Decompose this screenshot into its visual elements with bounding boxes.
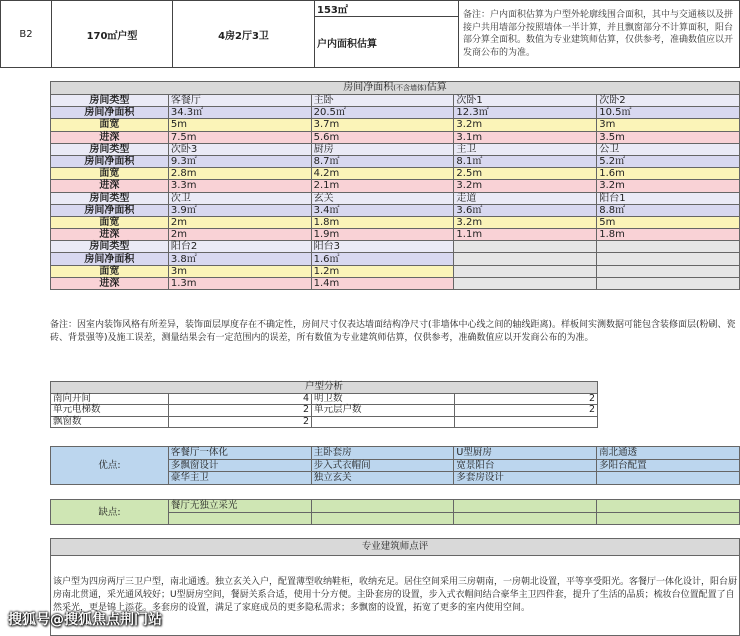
room-cell-depth: 2m bbox=[168, 229, 311, 241]
layout-analysis-value2: 2 bbox=[455, 405, 598, 417]
inner-area-value: 153㎡ bbox=[315, 1, 459, 17]
room-cell-depth: 1.8m bbox=[597, 229, 740, 241]
pros-item: U型厨房 bbox=[454, 447, 597, 460]
layout-analysis-value2: 2 bbox=[455, 393, 598, 405]
room-cell-width: 5m bbox=[597, 216, 740, 228]
room-cell-area: 8.1㎡ bbox=[454, 155, 597, 167]
room-cell-type: 客餐厅 bbox=[168, 95, 311, 107]
room-table-title: 房间净面积(不含墙体)估算 bbox=[51, 82, 740, 95]
layout-analysis-table bbox=[50, 381, 598, 428]
room-cell-width: 1.2m bbox=[311, 265, 454, 277]
room-row-type bbox=[51, 192, 740, 204]
row-label-area: 房间净面积 bbox=[51, 204, 169, 216]
cons-item bbox=[597, 500, 740, 513]
room-cell-depth: 2.1m bbox=[311, 180, 454, 192]
header-table bbox=[0, 0, 740, 68]
room-cell-depth: 7.5m bbox=[168, 131, 311, 143]
room-cell-type: 次卧1 bbox=[454, 95, 597, 107]
room-row-type bbox=[51, 143, 740, 155]
room-cell-width: 2.5m bbox=[454, 168, 597, 180]
room-cell-depth: 3.1m bbox=[454, 131, 597, 143]
room-cell-depth: 1.3m bbox=[168, 277, 311, 289]
layout-analysis-title: 户型分析 bbox=[51, 382, 598, 394]
cons-item bbox=[454, 500, 597, 513]
layout-analysis-label2: 明卫数 bbox=[312, 393, 455, 405]
unit-layout: 4房2厅3卫 bbox=[173, 1, 315, 68]
room-cell-type: 主卫 bbox=[454, 143, 597, 155]
room-cell-width: 3m bbox=[597, 119, 740, 131]
row-label-type: 房间类型 bbox=[51, 192, 169, 204]
cons-item bbox=[311, 500, 454, 513]
room-cell-type: 主卧 bbox=[311, 95, 454, 107]
room-cell-width: 1.6m bbox=[597, 168, 740, 180]
room-row-area bbox=[51, 155, 740, 167]
room-cell-depth: 3.3m bbox=[168, 180, 311, 192]
room-cell-depth: 1.9m bbox=[311, 229, 454, 241]
room-cell-area: 12.3㎡ bbox=[454, 107, 597, 119]
room-cell-depth bbox=[454, 277, 597, 289]
room-row-width bbox=[51, 168, 740, 180]
header-note: 备注：户内面积估算为户型外轮廓线围合面积，其中与交通核以及拼接户共用墙部分按照墙体一半计算，并且飘窗部分不计算面积，阳台部分算全面积。数值为专业建筑师估算，仅供参考，准确数值应以开发商公布的为准。 bbox=[459, 1, 740, 68]
room-cell-area: 1.6㎡ bbox=[311, 253, 454, 265]
room-cell-depth: 3.2m bbox=[597, 180, 740, 192]
row-label-width: 面宽 bbox=[51, 216, 169, 228]
room-cell-area: 8.8㎡ bbox=[597, 204, 740, 216]
room-cell-type: 玄关 bbox=[311, 192, 454, 204]
layout-analysis-label2: 单元层户数 bbox=[312, 405, 455, 417]
row-label-width: 面宽 bbox=[51, 168, 169, 180]
room-cell-depth: 5.6m bbox=[311, 131, 454, 143]
room-cell-width: 3m bbox=[168, 265, 311, 277]
row-label-depth: 进深 bbox=[51, 229, 169, 241]
row-label-depth: 进深 bbox=[51, 131, 169, 143]
room-row-width bbox=[51, 119, 740, 131]
unit-area: 170㎡户型 bbox=[52, 1, 173, 68]
watermark: 搜狐号@搜狐焦点荆门站 bbox=[8, 612, 162, 628]
review-text: 该户型为四房两厅三卫户型，南北通透。独立玄关入户，配置薄型收纳鞋柜，收纳充足。居住空间采用三房朝南，一房朝北设置，平等享受阳光。客餐厅一体化设计，阳台厨房南北贯通，采光通风较好；U型厨房空间，餐厨关系合适，使用十分方便。主卧套房的设置，步入式衣帽间结合豪华主卫四件套，提升了生活的品质；梳妆台位置配置了自然采光，更是锦上添花。多套房的设置，满足了家庭成员的更多隐私需求；多飘窗的设置，拓宽了更多的室内使用空间。 bbox=[53, 577, 738, 613]
layout-analysis-label2 bbox=[312, 416, 455, 428]
row-label-area: 房间净面积 bbox=[51, 253, 169, 265]
room-cell-area: 3.4㎡ bbox=[311, 204, 454, 216]
room-cell-area bbox=[454, 253, 597, 265]
room-cell-width: 4.2m bbox=[311, 168, 454, 180]
room-cell-type: 阳台2 bbox=[168, 241, 311, 253]
room-cell-type bbox=[597, 241, 740, 253]
row-label-area: 房间净面积 bbox=[51, 155, 169, 167]
pros-item: 多阳台配置 bbox=[597, 459, 740, 472]
room-cell-depth: 1.1m bbox=[454, 229, 597, 241]
room-cell-area bbox=[597, 253, 740, 265]
room-cell-area: 9.3㎡ bbox=[168, 155, 311, 167]
room-cell-depth: 3.5m bbox=[597, 131, 740, 143]
room-table-note: 备注：因室内装饰风格有所差异，装饰面层厚度存在不确定性，房间尺寸仅表达墙面结构净尺寸(非墙体中心线之间的轴线距离)。样板间实测数据可能包含装修面层(粉刷、瓷砖、背景强等)及施工误差，测量结果会有一定范围内的误差，所有数值为专业建筑师估算，仅供参考，准确数值应以开发商公布的为准。 bbox=[50, 320, 736, 343]
inner-area-label: 户内面积估算 bbox=[315, 17, 459, 68]
row-label-depth: 进深 bbox=[51, 180, 169, 192]
room-cell-area: 10.5㎡ bbox=[597, 107, 740, 119]
room-row-width bbox=[51, 216, 740, 228]
room-cell-area: 3.6㎡ bbox=[454, 204, 597, 216]
room-cell-type: 厨房 bbox=[311, 143, 454, 155]
cons-item bbox=[168, 512, 311, 525]
pros-item: 主卧套房 bbox=[311, 447, 454, 460]
row-label-width: 面宽 bbox=[51, 265, 169, 277]
room-row-depth bbox=[51, 131, 740, 143]
pros-item bbox=[597, 472, 740, 485]
room-cell-type: 阳台3 bbox=[311, 241, 454, 253]
room-cell-type: 走道 bbox=[454, 192, 597, 204]
row-label-width: 面宽 bbox=[51, 119, 169, 131]
cons-item bbox=[311, 512, 454, 525]
cons-item bbox=[597, 512, 740, 525]
cons-item bbox=[454, 512, 597, 525]
unit-code: B2 bbox=[1, 1, 52, 68]
room-cell-depth: 1.4m bbox=[311, 277, 454, 289]
room-cell-area: 34.3㎡ bbox=[168, 107, 311, 119]
room-row-depth bbox=[51, 180, 740, 192]
room-cell-area: 3.8㎡ bbox=[168, 253, 311, 265]
room-cell-width: 1.8m bbox=[311, 216, 454, 228]
review-title: 专业建筑师点评 bbox=[51, 539, 739, 556]
room-row-area bbox=[51, 107, 740, 119]
row-label-type: 房间类型 bbox=[51, 143, 169, 155]
layout-analysis-value1: 2 bbox=[169, 416, 312, 428]
pros-item: 宽景阳台 bbox=[454, 459, 597, 472]
room-cell-type: 次卧2 bbox=[597, 95, 740, 107]
room-cell-area: 5.2㎡ bbox=[597, 155, 740, 167]
pros-row bbox=[51, 447, 740, 460]
layout-analysis-value2 bbox=[455, 416, 598, 428]
pros-item: 豪华主卫 bbox=[168, 472, 311, 485]
room-cell-width bbox=[597, 265, 740, 277]
layout-analysis-label1: 飘窗数 bbox=[51, 416, 169, 428]
room-row-area bbox=[51, 253, 740, 265]
room-cell-area: 8.7㎡ bbox=[311, 155, 454, 167]
pros-label: 优点: bbox=[51, 447, 169, 485]
room-cell-depth: 3.2m bbox=[454, 180, 597, 192]
room-cell-type: 次卧3 bbox=[168, 143, 311, 155]
pros-item: 独立玄关 bbox=[311, 472, 454, 485]
room-cell-width: 3.2m bbox=[454, 119, 597, 131]
room-cell-type: 次卫 bbox=[168, 192, 311, 204]
cons-row bbox=[51, 500, 740, 513]
layout-analysis-label1: 单元电梯数 bbox=[51, 405, 169, 417]
room-cell-type: 阳台1 bbox=[597, 192, 740, 204]
layout-analysis-label1: 南向开间 bbox=[51, 393, 169, 405]
room-cell-type bbox=[454, 241, 597, 253]
room-cell-width: 2.8m bbox=[168, 168, 311, 180]
room-cell-depth bbox=[597, 277, 740, 289]
room-row-type bbox=[51, 95, 740, 107]
row-label-area: 房间净面积 bbox=[51, 107, 169, 119]
row-label-depth: 进深 bbox=[51, 277, 169, 289]
room-cell-type: 公卫 bbox=[597, 143, 740, 155]
layout-analysis-value1: 2 bbox=[169, 405, 312, 417]
room-row-depth bbox=[51, 229, 740, 241]
room-cell-area: 3.9㎡ bbox=[168, 204, 311, 216]
room-cell-width: 3.2m bbox=[454, 216, 597, 228]
room-row-type bbox=[51, 241, 740, 253]
room-row-depth bbox=[51, 277, 740, 289]
cons-item: 餐厅无独立采光 bbox=[168, 500, 311, 513]
layout-analysis-row bbox=[51, 416, 598, 428]
features-table bbox=[50, 446, 740, 485]
room-cell-area: 20.5㎡ bbox=[311, 107, 454, 119]
pros-item: 客餐厅一体化 bbox=[168, 447, 311, 460]
room-row-width bbox=[51, 265, 740, 277]
cons-table bbox=[50, 499, 740, 525]
room-cell-width bbox=[454, 265, 597, 277]
room-cell-width: 5m bbox=[168, 119, 311, 131]
pros-item: 多套房设计 bbox=[454, 472, 597, 485]
layout-analysis-row bbox=[51, 405, 598, 417]
room-area-table bbox=[50, 81, 740, 290]
row-label-type: 房间类型 bbox=[51, 95, 169, 107]
layout-analysis-value1: 4 bbox=[169, 393, 312, 405]
room-row-area bbox=[51, 204, 740, 216]
pros-item: 多飘窗设计 bbox=[168, 459, 311, 472]
room-cell-width: 3.7m bbox=[311, 119, 454, 131]
cons-label: 缺点: bbox=[51, 500, 169, 525]
pros-item: 步入式衣帽间 bbox=[311, 459, 454, 472]
room-cell-width: 2m bbox=[168, 216, 311, 228]
layout-analysis-row bbox=[51, 393, 598, 405]
row-label-type: 房间类型 bbox=[51, 241, 169, 253]
pros-item: 南北通透 bbox=[597, 447, 740, 460]
